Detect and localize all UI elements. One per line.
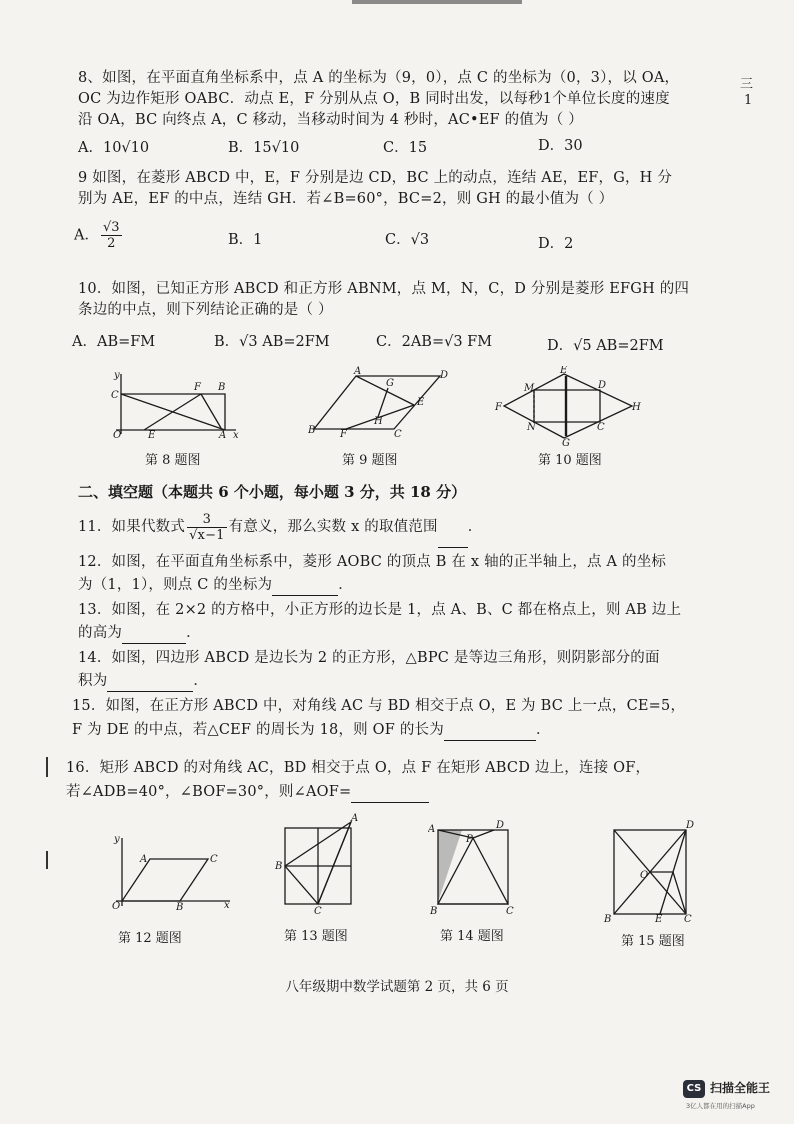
- q15-end: ．: [535, 722, 551, 738]
- fig10-label-f: F: [495, 402, 502, 413]
- q14-line2-text: 积为: [78, 673, 108, 689]
- fig13-label-a: A: [351, 813, 359, 824]
- q13-answer-blank: [122, 623, 186, 644]
- q13-line2-text: 的高为: [78, 625, 123, 641]
- fig14-segment-pd: [473, 830, 494, 838]
- fig12-label-y: y: [114, 834, 120, 845]
- q13-end: ．: [186, 625, 201, 641]
- q14-answer-blank: [107, 671, 193, 692]
- q10-option-d: D．√5 AB=2FM: [547, 338, 664, 354]
- fig9-segment-ae: [356, 376, 414, 405]
- margin-bar-1: [46, 757, 48, 777]
- fig10-label-m: M: [524, 383, 535, 394]
- fig10-label-g: G: [562, 438, 570, 446]
- fig10-label-h: H: [632, 402, 641, 413]
- figure-8: [108, 368, 243, 443]
- caption-fig15: 第 15 题图: [621, 934, 685, 949]
- fig10-label-n: N: [527, 422, 536, 433]
- fig12-label-c: C: [210, 854, 218, 865]
- fig9-label-e: E: [417, 397, 425, 408]
- q11-answer-blank: [438, 507, 468, 548]
- q10-line2: 条边的中点，则下列结论正确的是（ ）: [78, 302, 333, 318]
- q11-end: ．: [467, 519, 483, 535]
- q9-option-a-den: 2: [107, 236, 116, 251]
- fig8-label-b: B: [218, 382, 226, 393]
- fig14-label-p: P: [466, 834, 473, 845]
- q9-line2: 别为 AE，EF 的中点，连结 GH．若∠B=60°，BC=2，则 GH 的最小值为（ ）: [78, 191, 614, 207]
- q12-end: ．: [338, 577, 353, 593]
- q8-line1: 8、如图，在平面直角坐标系中，点 A 的坐标为（9，0），点 C 的坐标为（0，3），以 OA，: [78, 70, 680, 86]
- fig12-label-x: x: [224, 900, 230, 911]
- caption-fig10: 第 10 题图: [538, 453, 602, 468]
- caption-fig12: 第 12 题图: [118, 931, 182, 946]
- q11: [78, 507, 482, 547]
- q11-den: √x−1: [189, 527, 225, 543]
- fig9-segment-gh: [378, 388, 388, 417]
- q8-option-d: D．30: [538, 138, 583, 154]
- fig9-label-h: H: [374, 416, 383, 427]
- q11-prefix: 11．如果代数式: [78, 519, 186, 535]
- scanner-slogan: 3亿人都在用的扫描App: [686, 1102, 755, 1110]
- fig15-segment-fc: [673, 872, 686, 914]
- q13-line1: 13．如图，在 2×2 的方格中，小正方形的边长是 1，点 A、B、C 都在格点上，则 AB 边上: [78, 602, 682, 618]
- q12-answer-blank: [272, 575, 338, 596]
- fig15-label-o: O: [640, 870, 649, 881]
- caption-fig8: 第 8 题图: [145, 453, 201, 468]
- q12-line1: 12．如图，在平面直角坐标系中，菱形 AOBC 的顶点 B 在 x 轴的正半轴上，点 A 的坐标: [78, 554, 667, 570]
- fig14-label-d: D: [496, 820, 505, 831]
- q9-option-a: [74, 220, 124, 251]
- fig10-label-e: E: [560, 366, 568, 376]
- q13-line2: [78, 623, 201, 644]
- margin-mark-2: 1: [744, 93, 753, 108]
- q9-option-a-prefix: A．: [74, 227, 99, 244]
- fig9-label-c: C: [394, 429, 402, 438]
- q11-fraction: [187, 512, 227, 543]
- fig8-segment-ef: [144, 394, 201, 430]
- fig12-rhombus: [122, 859, 208, 901]
- q12-line2: [78, 575, 353, 596]
- q10-option-c: C．2AB=√3 FM: [376, 334, 493, 350]
- scan-edge-mark: [352, 0, 522, 4]
- q8-line2: OC 为边作矩形 OABC．动点 E，F 分别从点 O，B 同时出发，以每秒1个单位长度的速度: [78, 91, 670, 107]
- q11-num: 3: [187, 512, 227, 528]
- fig9-label-b: B: [308, 425, 316, 436]
- q16-line1: 16．矩形 ABCD 的对角线 AC，BD 相交于点 O，点 F 在矩形 ABCD 边上，连接 OF，: [66, 760, 651, 776]
- fig8-label-c: C: [111, 390, 119, 401]
- q8-line3: 沿 OA，BC 向终点 A，C 移动，当移动时间为 4 秒时，AC•EF 的值为（ ）: [78, 112, 583, 128]
- q9-option-b: B．1: [228, 232, 263, 248]
- q9-option-a-fraction: [101, 220, 122, 251]
- q9-option-a-num: √3: [102, 220, 120, 235]
- fig9-label-f: F: [340, 429, 347, 438]
- q10-option-b: B．√3 AB=2FM: [214, 334, 330, 350]
- page-footer: 八年级期中数学试题第 2 页，共 6 页: [285, 979, 509, 995]
- figure-14: [428, 818, 518, 918]
- fig9-label-a: A: [354, 366, 362, 377]
- q8-option-c: C．15: [383, 140, 428, 156]
- caption-fig13: 第 13 题图: [284, 929, 348, 944]
- fig13-label-b: B: [275, 861, 283, 872]
- fig12-label-a: A: [140, 854, 148, 865]
- fig9-label-g: G: [386, 378, 394, 389]
- margin-bar-2: [46, 851, 48, 869]
- q8-option-a: A．10√10: [78, 140, 150, 156]
- q14-line2: [78, 671, 208, 692]
- fig12-label-b: B: [176, 902, 184, 912]
- fig15-label-b: B: [604, 914, 612, 924]
- q14-end: ．: [193, 673, 209, 689]
- q15-line1: 15．如图，在正方形 ABCD 中，对角线 AC 与 BD 相交于点 O，E 为 BC 上一点，CE=5，: [72, 698, 686, 714]
- fig13-label-c: C: [314, 906, 322, 917]
- q11-suffix: 有意义，那么实数 x 的取值范围: [228, 519, 438, 535]
- q15-line2-text: F 为 DE 的中点，若△CEF 的周长为 18，则 OF 的长为: [72, 722, 444, 738]
- q8-option-b: B．15√10: [228, 140, 300, 156]
- fig9-label-d: D: [440, 370, 449, 381]
- scanner-brand: 扫描全能王: [710, 1081, 771, 1095]
- q9-option-c: C．√3: [385, 232, 430, 248]
- q16-answer-blank: [351, 782, 429, 803]
- fig14-label-a: A: [428, 824, 436, 835]
- fig15-label-c: C: [684, 914, 692, 924]
- q9-line1: 9 如图，在菱形 ABCD 中，E，F 分别是边 CD，BC 上的动点，连结 AE，EF，G，H 分: [78, 170, 673, 186]
- fig12-label-o: O: [112, 901, 121, 912]
- fig8-label-y: y: [114, 370, 120, 381]
- caption-fig9: 第 9 题图: [342, 453, 398, 468]
- fig8-label-e: E: [148, 430, 156, 441]
- fig10-label-d: D: [598, 380, 607, 391]
- figure-13: [275, 812, 365, 918]
- fig8-label-a: A: [219, 430, 227, 441]
- fig15-label-e: E: [655, 914, 663, 924]
- q15-answer-blank: [444, 720, 536, 741]
- q10-line1: 10．如图，已知正方形 ABCD 和正方形 ABNM，点 M，N，C，D 分别是菱形 EFGH 的四: [78, 281, 690, 297]
- q12-line2-text: 为（1，1），则点 C 的坐标为: [78, 577, 273, 593]
- q16-line2: [66, 782, 429, 803]
- figure-12: [110, 834, 235, 912]
- figure-10: [494, 366, 644, 446]
- fig14-label-c: C: [506, 906, 514, 917]
- fig14-label-b: B: [430, 906, 438, 917]
- figure-9: [308, 366, 458, 438]
- fig8-label-f: F: [194, 382, 201, 393]
- fig10-label-c: C: [597, 422, 605, 433]
- q14-line1: 14．如图，四边形 ABCD 是边长为 2 的正方形，△BPC 是等边三角形，则阴影部分的面: [78, 650, 660, 666]
- caption-fig14: 第 14 题图: [440, 929, 504, 944]
- figure-15: [600, 818, 700, 924]
- scanner-logo: CS: [683, 1080, 705, 1098]
- margin-mark-1: 三: [740, 77, 754, 92]
- fig8-label-x: x: [233, 430, 239, 441]
- q15-line2: [72, 720, 551, 741]
- q9-option-d: D．2: [538, 236, 574, 252]
- fig15-label-d: D: [686, 820, 695, 831]
- q16-line2-text: 若∠ADB=40°，∠BOF=30°，则∠AOF=: [66, 784, 352, 800]
- q10-option-a: A．AB=FM: [72, 334, 156, 350]
- section-2-title: 二、填空题（本题共 6 个小题，每小题 3 分，共 18 分）: [78, 483, 467, 501]
- fig8-label-o: O: [113, 430, 122, 441]
- fig13-height: [318, 822, 351, 904]
